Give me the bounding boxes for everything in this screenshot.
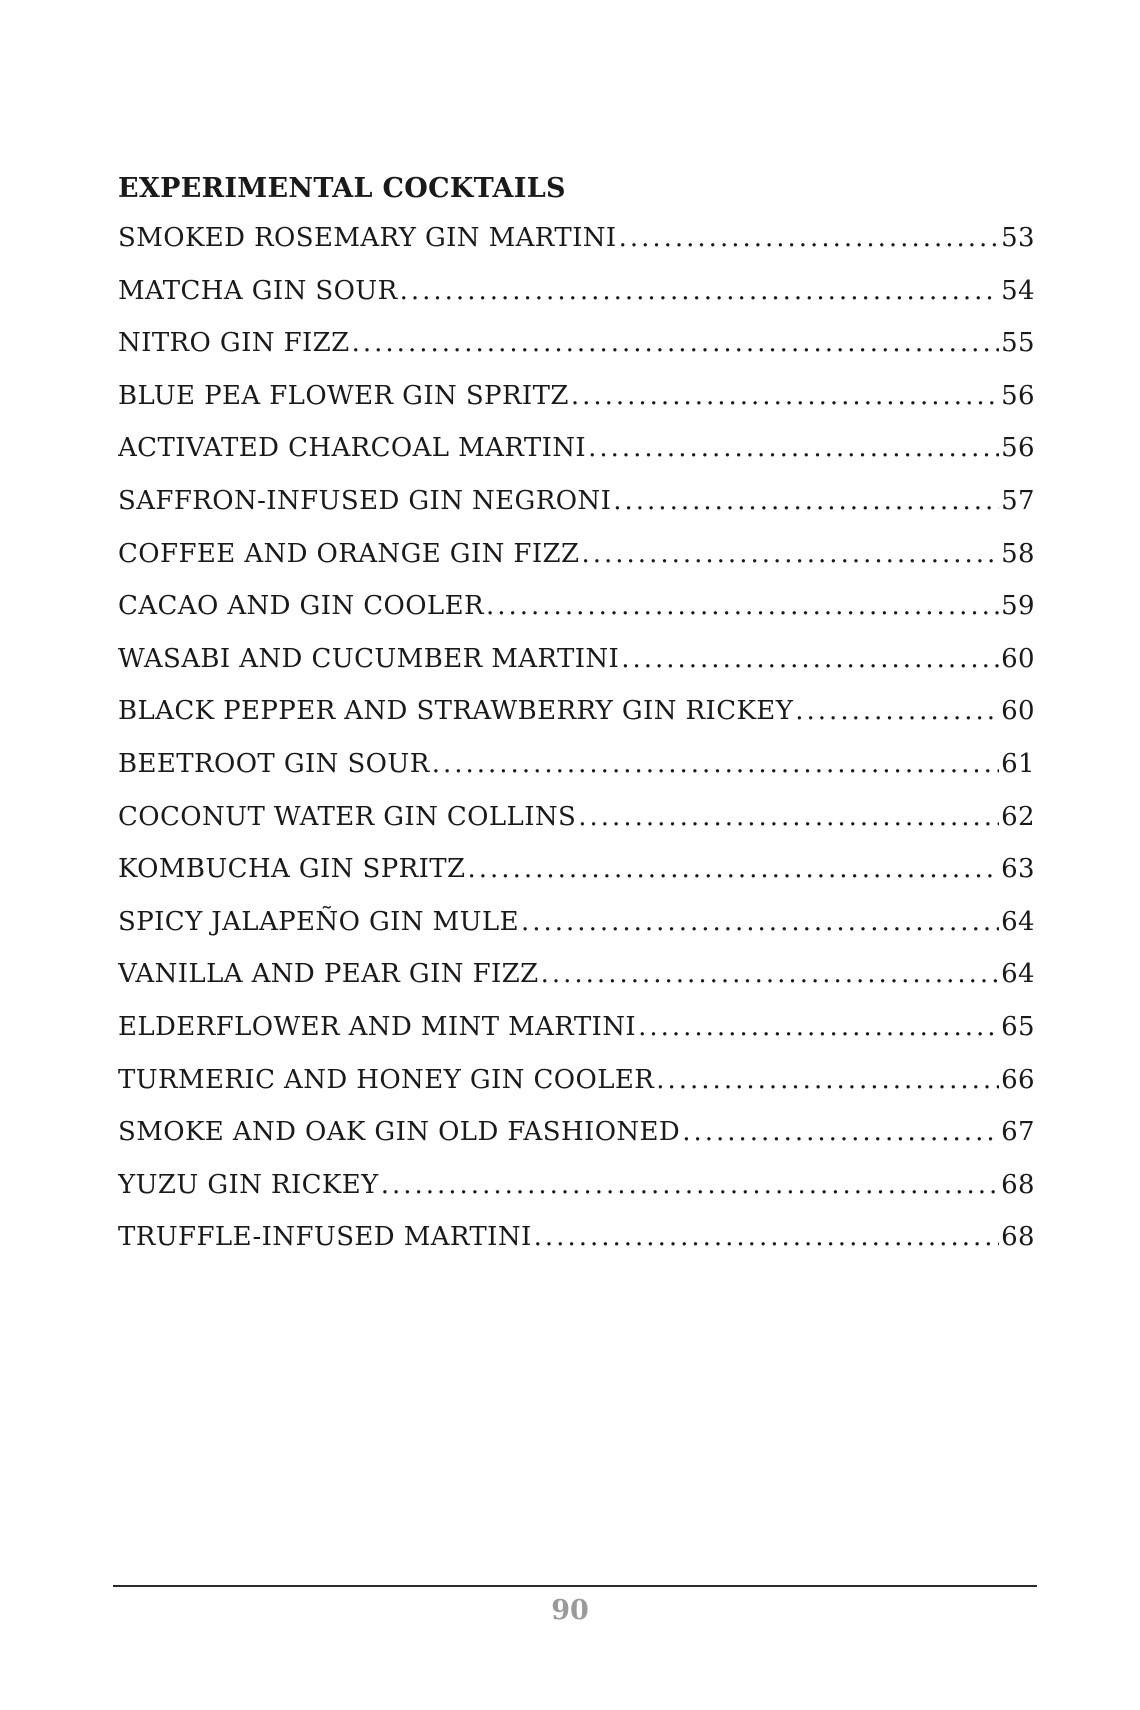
toc-entry[interactable] — [118, 1115, 1035, 1168]
dot-leader — [571, 379, 999, 413]
toc-entry-page-number: 60 — [1001, 643, 1035, 674]
toc-entry-title: SMOKE AND OAK GIN OLD FASHIONED — [118, 1117, 681, 1148]
dot-leader — [541, 957, 1000, 991]
toc-entry[interactable] — [118, 379, 1035, 432]
toc-entry[interactable] — [118, 484, 1035, 537]
toc-entry-title: BLUE PEA FLOWER GIN SPRITZ — [118, 380, 569, 411]
toc-entry-page-number: 66 — [1001, 1064, 1035, 1095]
dot-leader — [656, 1063, 999, 1097]
dot-leader — [619, 221, 1000, 255]
dot-leader — [468, 852, 1000, 886]
toc-entry-page-number: 59 — [1001, 591, 1035, 622]
dot-leader — [352, 326, 999, 360]
toc-entry-page-number: 60 — [1001, 696, 1035, 727]
toc-entry-page-number: 53 — [1001, 223, 1035, 253]
toc-entry-title: YUZU GIN RICKEY — [118, 1169, 379, 1200]
toc-entry[interactable] — [118, 274, 1035, 327]
toc-entry[interactable] — [118, 1220, 1035, 1273]
toc-entry-title: ELDERFLOWER AND MINT MARTINI — [118, 1011, 637, 1042]
toc-entry-page-number: 56 — [1001, 380, 1035, 411]
toc-entry-page-number: 65 — [1001, 1011, 1035, 1042]
toc-entry-page-number: 67 — [1001, 1117, 1035, 1148]
toc-entry-page-number: 68 — [1001, 1169, 1035, 1200]
section-heading: EXPERIMENTAL COCKTAILS — [118, 173, 566, 204]
toc-entry-title: SPICY JALAPEÑO GIN MULE — [118, 906, 519, 937]
dot-leader — [621, 642, 999, 676]
toc-entry[interactable] — [118, 1010, 1035, 1063]
dot-leader — [795, 694, 999, 728]
toc-entry-title: ACTIVATED CHARCOAL MARTINI — [118, 433, 587, 464]
toc-entry-page-number: 63 — [1001, 854, 1035, 885]
toc-entry-title: TRUFFLE-INFUSED MARTINI — [118, 1222, 532, 1253]
dot-leader — [486, 589, 999, 623]
dot-leader — [682, 1115, 999, 1149]
toc-entry[interactable] — [118, 800, 1035, 853]
toc-entry[interactable] — [118, 1063, 1035, 1116]
toc-entry[interactable] — [118, 747, 1035, 800]
page-number: 90 — [551, 1595, 589, 1626]
dot-leader — [588, 431, 999, 465]
dot-leader — [521, 905, 999, 939]
dot-leader — [638, 1010, 999, 1044]
toc-entry-page-number: 62 — [1001, 801, 1035, 832]
toc-entry-title: SMOKED ROSEMARY GIN MARTINI — [118, 223, 617, 253]
toc-entry[interactable] — [118, 1168, 1035, 1221]
toc-entry[interactable] — [118, 589, 1035, 642]
toc-entry-page-number: 57 — [1001, 485, 1035, 516]
toc-entry-title: BEETROOT GIN SOUR — [118, 748, 430, 779]
dot-leader — [578, 800, 999, 834]
toc-entry-title: COFFEE AND ORANGE GIN FIZZ — [118, 538, 580, 569]
footer-divider — [113, 1585, 1037, 1587]
toc-entry-title: KOMBUCHA GIN SPRITZ — [118, 854, 466, 885]
toc-entry[interactable] — [118, 694, 1035, 747]
toc-entry-title: BLACK PEPPER AND STRAWBERRY GIN RICKEY — [118, 696, 794, 727]
dot-leader — [613, 484, 999, 518]
toc-entry-title: VANILLA AND PEAR GIN FIZZ — [118, 959, 539, 990]
dot-leader — [381, 1168, 999, 1202]
toc-entry-page-number: 56 — [1001, 433, 1035, 464]
toc-entry-title: CACAO AND GIN COOLER — [118, 591, 484, 622]
toc-entry-title: MATCHA GIN SOUR — [118, 275, 398, 306]
toc-entry-title: NITRO GIN FIZZ — [118, 328, 350, 359]
toc-entry-title: WASABI AND CUCUMBER MARTINI — [118, 643, 620, 674]
toc-entry-title: SAFFRON-INFUSED GIN NEGRONI — [118, 485, 612, 516]
toc-entry[interactable] — [118, 905, 1035, 958]
toc-entry[interactable] — [118, 957, 1035, 1010]
toc-entry-page-number: 55 — [1001, 328, 1035, 359]
toc-entry-page-number: 64 — [1001, 959, 1035, 990]
toc-entry-page-number: 64 — [1001, 906, 1035, 937]
toc-entry[interactable] — [118, 326, 1035, 379]
toc-entry[interactable] — [118, 537, 1035, 590]
toc-entry[interactable] — [118, 221, 1035, 274]
toc-entry[interactable] — [118, 852, 1035, 905]
dot-leader — [581, 537, 999, 571]
toc-entry-title: COCONUT WATER GIN COLLINS — [118, 801, 577, 832]
dot-leader — [432, 747, 999, 781]
toc-entry-page-number: 58 — [1001, 538, 1035, 569]
toc-entry[interactable] — [118, 642, 1035, 695]
toc-entry-page-number: 68 — [1001, 1222, 1035, 1253]
toc-entry-title: TURMERIC AND HONEY GIN COOLER — [118, 1064, 655, 1095]
toc-entry[interactable] — [118, 431, 1035, 484]
toc-entry-page-number: 54 — [1001, 275, 1035, 306]
dot-leader — [534, 1220, 999, 1254]
dot-leader — [400, 274, 1000, 308]
table-of-contents — [118, 221, 1035, 1273]
toc-entry-page-number: 61 — [1001, 748, 1035, 779]
